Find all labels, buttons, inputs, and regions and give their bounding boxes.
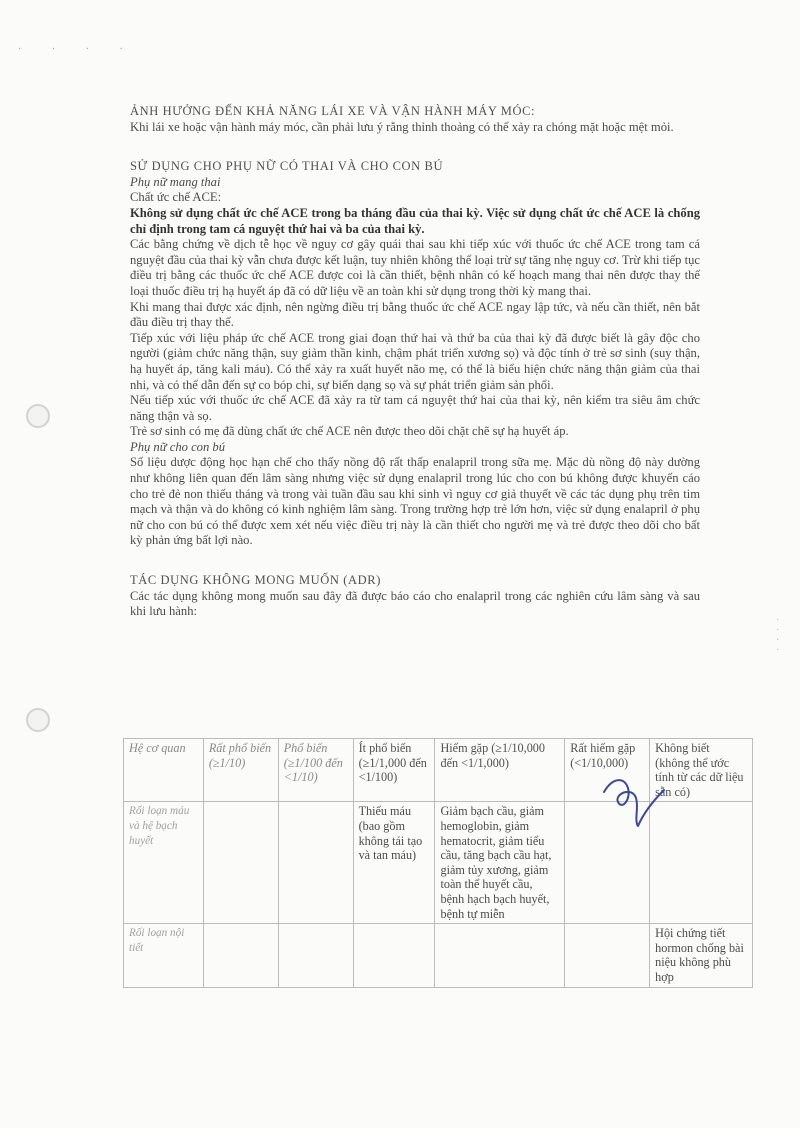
- scan-marks: · · · ·: [18, 44, 137, 55]
- paragraph-5: Trẻ sơ sinh có mẹ đã dùng chất ức chế ACE nên được theo dõi chặt chẽ sự hạ huyết áp.: [130, 424, 569, 439]
- punch-hole-top: [26, 404, 50, 428]
- warning-ace: Không sử dụng chất ức chế ACE trong ba tháng đầu của thai kỳ. Việc sử dụng chất ức chế ACE là chống chỉ định trong tam cá nguyệt thứ hai và ba của thai kỳ.: [130, 205, 700, 236]
- column-header: Phổ biến (≥1/100 đến <1/10): [278, 739, 353, 802]
- scan-marks-right: · · · ·: [776, 615, 780, 656]
- label-ace: Chất ức chế ACE:: [130, 190, 222, 205]
- table-cell: Hội chứng tiết hormon chống bài niệu không phù hợp: [650, 924, 753, 987]
- table-cell: [203, 924, 278, 987]
- heading-pregnancy: SỬ DỤNG CHO PHỤ NỮ CÓ THAI VÀ CHO CON BÚ: [130, 159, 444, 174]
- punch-hole-bottom: [26, 708, 50, 732]
- subheading-pregnant: Phụ nữ mang thai: [130, 174, 221, 189]
- table-cell: [278, 924, 353, 987]
- section-adr: [130, 573, 700, 620]
- section-pregnancy: [130, 159, 700, 549]
- text-adr-intro: Các tác dụng không mong muốn sau đây đã được báo cáo cho enalapril trong các nghiên cứu lâm sàng và sau khi lưu hành:: [130, 588, 700, 619]
- table-cell: [435, 924, 565, 987]
- column-header: Hệ cơ quan: [124, 739, 204, 802]
- section-driving: [130, 104, 700, 135]
- table-cell: Rối loạn nội tiết: [124, 924, 204, 987]
- paragraph-2: Khi mang thai được xác định, nên ngừng điều trị bằng thuốc ức chế ACE ngay lập tức, và nếu cần thiết, nên bắt đầu điều trị thay thế.: [130, 299, 700, 330]
- column-header: Không biết (không thể ước tính từ các dữ liệu sẵn có): [650, 739, 753, 802]
- table-cell: Rối loạn máu và hệ bạch huyết: [124, 802, 204, 924]
- table-cell: [565, 924, 650, 987]
- text-driving: Khi lái xe hoặc vận hành máy móc, cần phải lưu ý rằng thỉnh thoảng có thể xảy ra chóng mặt hoặc mệt mỏi.: [130, 119, 674, 134]
- table-cell: [353, 924, 435, 987]
- table-cell: Giảm bạch cầu, giảm hemoglobin, giảm hematocrit, giảm tiểu cầu, tăng bạch cầu hạt, giảm tủy xương, giảm toàn thể huyết cầu, bệnh hạch bạch huyết, bệnh tự miễn: [435, 802, 565, 924]
- table-row: [124, 924, 753, 987]
- paragraph-6: Số liệu dược động học hạn chế cho thấy nồng độ rất thấp enalapril trong sữa mẹ. Mặc dù nồng độ này dường như không liên quan đến lâm sàng nhưng việc sử dụng enalapril trong lúc cho con bú không được khuyến cáo cho trẻ đẻ non thiếu tháng và trong vài tuần đầu sau khi sinh vì nguy cơ giả thuyết về các tác dụng phụ trên tim mạch và thận và do không có kinh nghiệm lâm sàng. Trong trường hợp trẻ lớn hơn, việc sử dụng enalapril ở phụ nữ cho con bú có thể được xem xét nếu việc điều trị này là cần thiết cho người mẹ và trẻ được theo dõi cho bất kỳ phản ứng bất lợi nào.: [130, 455, 700, 548]
- handwritten-signature: [598, 772, 668, 834]
- paragraph-1: Các bằng chứng về dịch tễ học về nguy cơ gây quái thai sau khi tiếp xúc với thuốc ức chế ACE trong tam cá nguyệt đầu của thai kỳ vẫn chưa được kết luận, tuy nhiên không thể loại trừ sự tăng nhẹ nguy cơ. Trừ khi tiếp tục điều trị bằng các thuốc ức chế ACE được coi là cần thiết, bệnh nhân có kế hoạch mang thai nên được thay thế loại thuốc điều trị hạ huyết áp đã có dữ liệu về an toàn khi sử dụng trong thời kỳ mang thai.: [130, 237, 700, 298]
- paragraph-3: Tiếp xúc với liệu pháp ức chế ACE trong giai đoạn thứ hai và thứ ba của thai kỳ đã được biết là gây độc cho người (giảm chức năng thận, suy giảm thần kinh, chậm phát triển xương sọ) và độc tính ở trẻ sơ sinh (suy thận, hạ huyết áp, tăng kali máu). Có thể xảy ra xuất huyết não mẹ, có thể là biểu hiện chức năng thận giảm của thai nhi, và có thể dẫn đến sự co bóp chi, sự biến dạng sọ và sự phát triển giảm sản phổi.: [130, 330, 700, 392]
- column-header: Hiếm gặp (≥1/10,000 đến <1/1,000): [435, 739, 565, 802]
- heading-driving: ẢNH HƯỞNG ĐẾN KHẢ NĂNG LÁI XE VÀ VẬN HÀNH MÁY MÓC:: [130, 104, 536, 118]
- column-header: Rất hiếm gặp (<1/10,000): [565, 739, 650, 802]
- paragraph-4: Nếu tiếp xúc với thuốc ức chế ACE đã xảy ra từ tam cá nguyệt thứ hai của thai kỳ, nên kiểm tra siêu âm chức năng thận và sọ.: [130, 393, 700, 423]
- document-body: [130, 104, 700, 620]
- column-header: Ít phổ biến (≥1/1,000 đến <1/100): [353, 739, 435, 802]
- subheading-breastfeeding: Phụ nữ cho con bú: [130, 439, 226, 454]
- table-cell: [203, 802, 278, 924]
- table-cell: Thiếu máu (bao gồm không tái tạo và tan máu): [353, 802, 435, 924]
- column-header: Rất phổ biến (≥1/10): [203, 739, 278, 802]
- table-cell: [278, 802, 353, 924]
- heading-adr: TÁC DỤNG KHÔNG MONG MUỐN (ADR): [130, 573, 381, 588]
